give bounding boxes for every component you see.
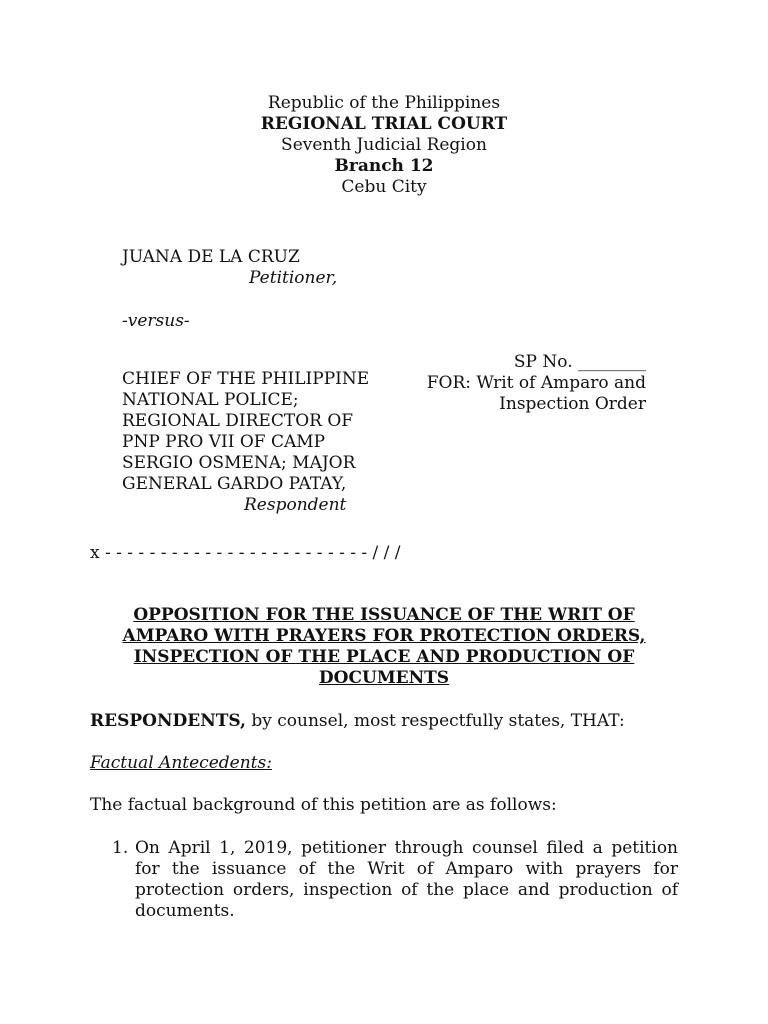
respondents-line: CHIEF OF THE PHILIPPINE — [122, 369, 370, 389]
republic-line: Republic of the Philippines — [267, 93, 501, 113]
list-item-line: documents. — [135, 901, 235, 921]
title-line: AMPARO WITH PRAYERS FOR PROTECTION ORDERS, — [122, 626, 646, 646]
branch-line: Branch 12 — [334, 156, 434, 176]
respondent-role: Respondent — [244, 495, 347, 515]
case-number: SP No. ________ — [513, 352, 646, 372]
respondents-line: REGIONAL DIRECTOR OF — [122, 411, 354, 431]
court-header — [0, 93, 768, 198]
case-info-block — [427, 352, 646, 415]
region-line: Seventh Judicial Region — [281, 135, 487, 155]
city-line: Cebu City — [341, 177, 427, 197]
list-item — [135, 838, 678, 922]
respondents-line: SERGIO OSMENA; MAJOR — [122, 453, 356, 473]
versus-label: -versus- — [122, 311, 190, 331]
caption-separator: x - - - - - - - - - - - - - - - - - - - - - - - - / / / — [90, 543, 401, 563]
petitioner-role: Petitioner, — [249, 268, 338, 288]
list-item-line: for the issuance of the Writ of Amparo with prayers for — [135, 859, 678, 879]
title-line: INSPECTION OF THE PLACE AND PRODUCTION OF — [133, 647, 635, 667]
petitioner-name: JUANA DE LA CRUZ — [122, 247, 300, 267]
intro-bold: RESPONDENTS, — [90, 711, 246, 731]
list-item-line: On April 1, 2019, petitioner through counsel filed a petition — [135, 838, 678, 858]
intro-paragraph — [90, 711, 625, 732]
respondents-line: NATIONAL POLICE; — [122, 390, 299, 410]
court-name: REGIONAL TRIAL COURT — [260, 114, 508, 134]
case-for-line: Inspection Order — [499, 394, 646, 414]
case-for-line: FOR: Writ of Amparo and — [426, 373, 646, 393]
intro-rest: by counsel, most respectfully states, THAT: — [245, 711, 625, 731]
respondents-block — [122, 369, 412, 495]
list-item-number: 1. — [112, 838, 129, 858]
list-item-line: protection orders, inspection of the place and production of — [135, 880, 678, 900]
background-sentence: The factual background of this petition are as follows: — [90, 795, 557, 815]
document-title — [90, 605, 678, 689]
respondents-line: PNP PRO VII OF CAMP — [122, 432, 326, 452]
title-line: OPPOSITION FOR THE ISSUANCE OF THE WRIT OF — [133, 605, 635, 625]
section-heading: Factual Antecedents: — [90, 753, 272, 773]
title-line: DOCUMENTS — [318, 668, 450, 688]
respondents-line: GENERAL GARDO PATAY, — [122, 474, 347, 494]
